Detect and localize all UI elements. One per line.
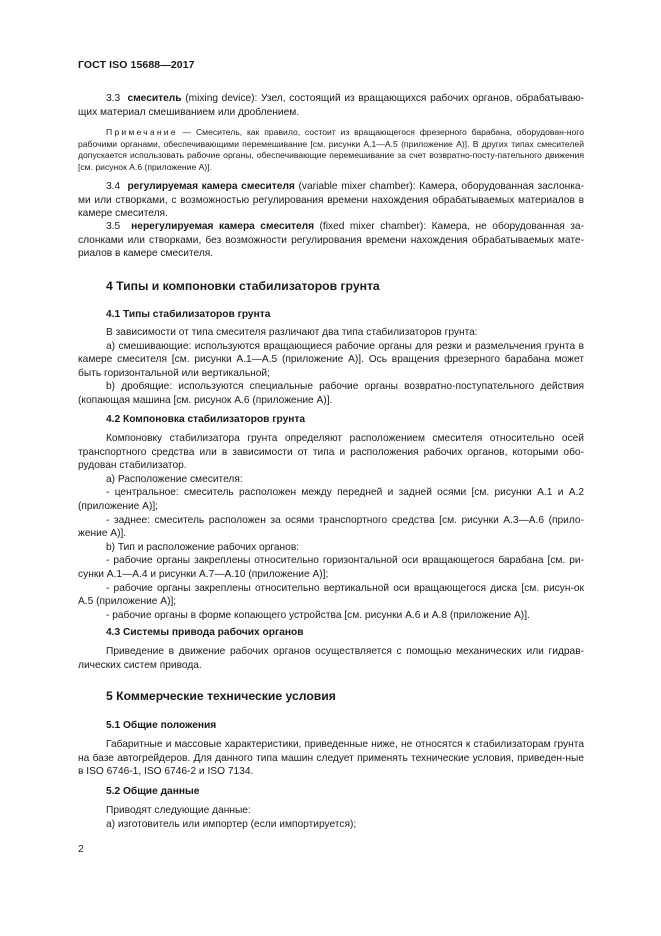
note-text: — Смеситель, как правило, состоит из вращающегося фрезерного барабана, оборудован-ного рабочими органами, обеспечивающими перемешивание [см. рисунки А.1—А.5 (приложение А)]. В других типах смесителей допускается использовать рабочие органы, обеспечивающие перемешивание за счет возвратно-посту-пательного движения [см. рисунок А.6 (приложение А)]. [78,127,584,172]
paragraph: Приводят следующие данные: [106,805,251,816]
section-4-2-body [78,432,584,622]
definition-text: (fixed mixer chamber): Камера, не оборудованная за-слонками или створками, без возможности регулирования времени нахождения обрабатываемых мате-риалов в камере смесителя. [78,221,584,260]
subsection-4-3-heading: 4.3 Системы привода рабочих органов [106,627,304,638]
section-5-2-body [78,804,584,831]
note-3-3 [78,127,584,173]
list-item: - рабочие органы в форме копающего устройства [см. рисунки А.6 и А.8 (приложение А)]. [106,609,530,621]
list-item: b) дробящие: используются специальные рабочие органы возвратно-поступательного действия (копающая машина [см. рисунок А.6 (приложение А)]. [78,381,584,406]
list-item: a) Расположение смесителя: [106,473,243,485]
subsection-5-2-heading: 5.2 Общие данные [106,786,200,797]
list-item: a) смешивающие: используются вращающиеся рабочие органы для резки и размельчения грунта в камере смесителя [см. рисунки А.1—А.5 (приложение А)]. Ось вращения фрезерного барабана может быть горизонтальной или вертикальной; [78,340,584,379]
section-5-1-body [78,738,584,779]
definition-text: (variable mixer chamber): Камера, оборудованная заслонка-ми или створками, с возможностью регулирования времени нахождения обрабатываемых материалов в камере смесителя. [78,181,584,220]
term: регулируемая камера смесителя [127,181,295,192]
clause-number: 3.5 [106,221,121,232]
term: нерегулируемая камера смесителя [131,221,315,232]
list-item: - центральное: смеситель расположен между передней и задней осями [см. рисунки А.1 и А.2 (приложение А)]; [78,487,584,512]
paragraph: Компоновку стабилизатора грунта определяют расположением смесителя относительно осей транспортного средства или в зависимости от типа и расположения рабочих органов, которыми обо-рудован стабилизатор. [78,433,584,472]
section-5-heading: 5 Коммерческие технические условия [106,689,336,703]
list-item: - рабочие органы закреплены относительно горизонтальной оси вращающегося барабана [см. ри-сунки А.1—А.4 и рисунки А.7—А.10 (приложение А)]; [78,555,584,580]
term: смеситель [127,93,182,104]
paragraph: Приведение в движение рабочих органов осуществляется с помощью механических или гидрав-лических систем привода. [78,646,584,671]
subsection-4-2-heading: 4.2 Компоновка стабилизаторов грунта [106,414,306,425]
page-number: 2 [78,843,84,855]
paragraph: В зависимости от типа смесителя различают два типа стабилизаторов грунта: [106,327,478,338]
section-4-3-body [78,645,584,672]
list-item: b) Тип и расположение рабочих органов: [106,541,300,553]
document-header: ГОСТ ISO 15688—2017 [78,59,195,71]
definition-3-4 [78,180,584,221]
subsection-5-1-heading: 5.1 Общие положения [106,720,217,731]
note-label: Примечание [106,127,178,137]
section-4-heading: 4 Типы и компоновки стабилизаторов грунта [106,279,380,293]
paragraph: Габаритные и массовые характеристики, приведенные ниже, не относятся к стабилизаторам грунта на базе автогрейдеров. Для данного типа машин следует применять технические условия, приведен-ные в ISO 6746-1, ISO 6746-2 и ISO 7134. [78,739,584,778]
clause-number: 3.4 [106,181,121,192]
section-4-1-body [78,326,584,408]
subsection-4-1-heading: 4.1 Типы стабилизаторов грунта [106,309,271,320]
list-item: - рабочие органы закреплены относительно вертикальной оси вращающегося диска [см. рисун-ок А.5 (приложение А)]; [78,582,584,608]
definition-3-5 [78,220,584,261]
definition-3-3 [78,92,584,119]
clause-number: 3.3 [106,93,121,104]
definition-text: (mixing device): Узел, состоящий из вращающихся рабочих органов, обрабатываю-щих материал смешиванием или дроблением. [78,93,584,118]
list-item: - заднее: смеситель расположен за осями транспортного средства [см. рисунки А.3—А.6 (прило-жение А)]. [78,514,584,540]
list-item: a) изготовитель или импортер (если импортируется); [106,818,357,830]
